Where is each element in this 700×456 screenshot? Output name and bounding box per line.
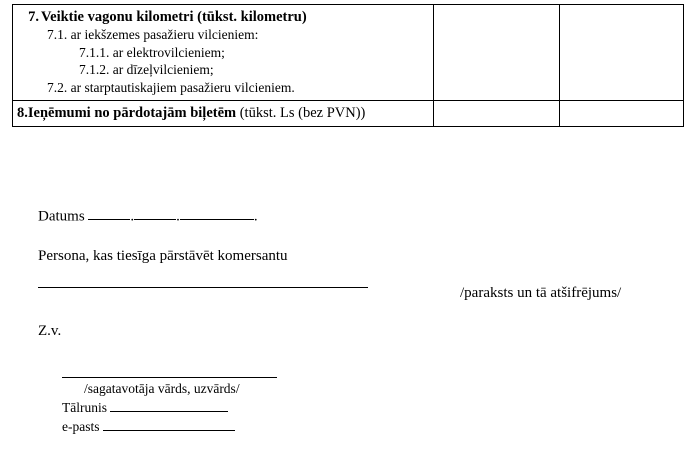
email-row xyxy=(62,417,277,436)
table-cell-label-8 xyxy=(13,101,434,127)
date-separator-1: . xyxy=(130,208,135,225)
row-number-7: 7. xyxy=(28,9,39,25)
row-title-text-8: Ieņēmumi no pārdotajām biļetēm xyxy=(27,105,237,122)
table-cell-value-b-8[interactable] xyxy=(560,101,684,127)
row-title-suffix-8: (tūkst. Ls (bez PVN)) xyxy=(236,105,366,122)
row-title-8 xyxy=(17,104,429,122)
date-line xyxy=(38,205,258,225)
table-cell-value-b-7[interactable] xyxy=(560,5,684,101)
date-label: Datums xyxy=(38,208,85,225)
signature-rule[interactable] xyxy=(38,287,368,288)
preparer-name-rule[interactable] xyxy=(62,376,277,378)
table-cell-value-a-8[interactable] xyxy=(434,101,560,127)
row-subitem: 7.1.1. ar elektrovilcieniem; xyxy=(79,44,225,60)
email-label: e-pasts xyxy=(62,419,100,435)
row-subitem: 7.1. ar iekšzemes pasažieru vilcieniem: xyxy=(47,27,259,43)
signature-caption: /paraksts un tā atšifrējums/ xyxy=(460,285,622,301)
report-table xyxy=(12,4,684,127)
table-row xyxy=(13,5,684,101)
table-row xyxy=(13,101,684,127)
row-subitem: 7.2. ar starptautiskajiem pasažieru vilcieniem. xyxy=(47,79,295,95)
row-number-8: 8. xyxy=(17,105,28,122)
table-cell-label-7 xyxy=(13,5,434,101)
table-cell-value-a-7[interactable] xyxy=(434,5,560,101)
date-year-field[interactable] xyxy=(180,205,254,220)
phone-field[interactable] xyxy=(110,398,228,412)
email-field[interactable] xyxy=(103,417,235,431)
date-month-field[interactable] xyxy=(134,205,176,220)
preparer-caption: /sagatavotāja vārds, uzvārds/ xyxy=(84,381,240,396)
phone-label: Tālrunis xyxy=(62,400,107,416)
date-day-field[interactable] xyxy=(88,205,130,220)
preparer-block xyxy=(62,376,277,436)
seal-label: Z.v. xyxy=(38,323,62,339)
row-title-7 xyxy=(17,8,429,26)
phone-row xyxy=(62,398,277,417)
row-title-text-7: Veiktie vagonu kilometri (tūkst. kilometru) xyxy=(41,9,307,25)
date-separator-2: . xyxy=(176,208,180,225)
row-subitem: 7.1.2. ar dīzeļvilcieniem; xyxy=(79,62,214,78)
date-end-dot: . xyxy=(253,208,258,225)
representative-label: Persona, kas tiesīga pārstāvēt komersantu xyxy=(38,248,288,264)
